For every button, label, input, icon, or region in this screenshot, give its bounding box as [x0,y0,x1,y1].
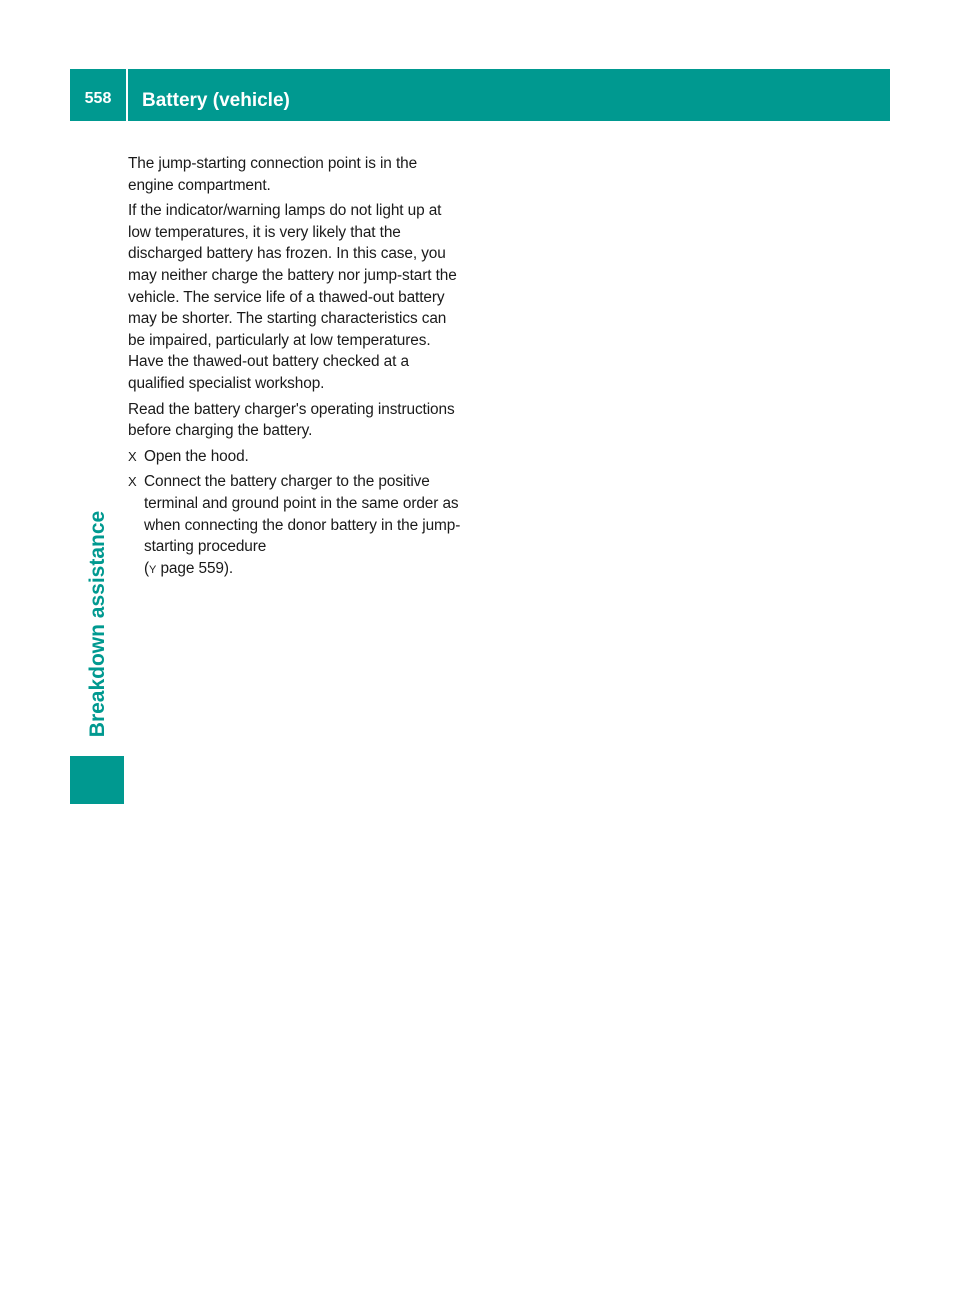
paragraph-connection-point: The jump-starting connection point is in the engine compartment. [128,155,418,194]
paragraph-frozen-battery: If the indicator/warning lamps do not light up at low temperatures, it is very likely that the discharged battery has frozen. In this case, you may neither charge the battery nor jump-start the vehicle. The service life of a thawed-out battery may be shorter. The starting characteristics can be impaired, particularly at low temperatures. Have the thawed-out battery checked at a qualified specialist workshop. [128,202,457,392]
paragraph-read-instructions: Read the battery charger's operating instructions before charging the battery. [128,400,455,440]
page-ref-close: ). [223,559,234,577]
header-divider [126,69,128,121]
page-ref-link[interactable]: page 559 [160,559,224,577]
page-ref-arrow-icon: Y [149,563,157,576]
step-marker-icon: X [128,474,137,490]
step-marker-icon: X [128,448,137,464]
step-connect-charger [128,471,462,581]
step-open-hood [128,446,462,468]
side-tab-block [70,756,124,804]
side-tab [70,496,126,752]
section-title: Battery (vehicle) [142,90,290,111]
page-number: 558 [84,90,112,107]
body-text [128,153,462,585]
step-text: Connect the battery charger to the positive terminal and ground point in the same order as when connecting the donor battery in the jump-starting procedure [144,473,461,556]
step-text: Open the hood. [144,447,249,465]
side-tab-label: Breakdown assistance [86,510,109,738]
page-ref-open: ( [144,559,150,577]
